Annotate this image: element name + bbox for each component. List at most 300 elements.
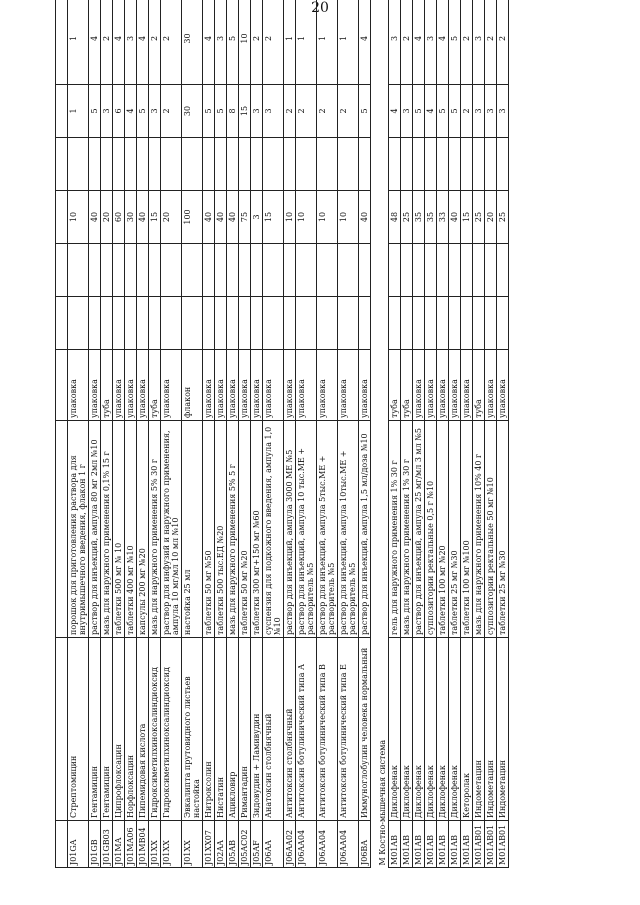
empty-cell [263, 297, 284, 350]
quantity-cell: 3 [101, 85, 113, 138]
empty-cell [389, 138, 401, 191]
drug-name-cell: Индометацин [473, 638, 485, 821]
quantity-cell: 3 [473, 85, 485, 138]
quantity-cell: 35 [413, 191, 425, 244]
quantity-cell: 30 [182, 85, 203, 138]
dosage-form-cell: мазь для наружного применения 0,1% 15 г [101, 421, 113, 638]
empty-cell [317, 244, 338, 297]
quantity-cell: 10 [338, 191, 359, 244]
quantity-cell: 3 [263, 85, 284, 138]
quantity-cell: 4 [137, 0, 149, 85]
empty-cell [401, 138, 413, 191]
quantity-cell [56, 191, 68, 244]
quantity-cell: 10 [296, 191, 317, 244]
empty-cell [473, 297, 485, 350]
dosage-form-cell: таблетки 400 мг №10 [125, 421, 137, 638]
table-row [497, 0, 509, 868]
drug-name-cell: Антитоксин ботулинический типа А [296, 638, 317, 821]
quantity-cell: 40 [203, 191, 215, 244]
quantity-cell: 5 [89, 85, 101, 138]
quantity-cell: 20 [101, 191, 113, 244]
table-row [425, 0, 437, 868]
empty-cell [227, 244, 239, 297]
table-row [401, 0, 413, 868]
quantity-cell: 1 [296, 0, 317, 85]
quantity-cell [56, 85, 68, 138]
unit-cell: флакон [182, 350, 203, 421]
dosage-form-cell: мазь для наружного применения 5% 5 г [227, 421, 239, 638]
drug-name-cell: Антитоксин столбнячный [284, 638, 296, 821]
quantity-cell: 40 [215, 191, 227, 244]
drug-code-cell: J01MA06 [125, 821, 137, 868]
rotated-page-content [55, 33, 620, 868]
dosage-form-cell: мазь для наружного применения 5% 30 г [149, 421, 161, 638]
drug-code-cell: M01AB [389, 821, 401, 868]
quantity-cell: 25 [497, 191, 509, 244]
empty-cell [203, 244, 215, 297]
quantity-cell: 2 [263, 0, 284, 85]
empty-cell [401, 297, 413, 350]
quantity-cell: 2 [251, 0, 263, 85]
rotated-table-container [55, 33, 620, 868]
drug-name-cell: Индометацин [485, 638, 497, 821]
quantity-cell: 15 [461, 191, 473, 244]
drug-name-cell: Гентамицин [101, 638, 113, 821]
drug-code-cell: M01AB [425, 821, 437, 868]
drug-code-cell [56, 821, 68, 868]
drug-name-cell [56, 638, 68, 821]
quantity-cell: 3 [149, 85, 161, 138]
empty-cell [251, 138, 263, 191]
table-row [125, 0, 137, 868]
empty-cell [203, 297, 215, 350]
quantity-cell: 2 [161, 0, 182, 85]
quantity-cell: 2 [101, 0, 113, 85]
empty-cell [497, 244, 509, 297]
unit-cell: упаковка [251, 350, 263, 421]
dosage-form-cell: раствор для инъекций, ампула 1,5 мл/доза №10 [359, 421, 371, 638]
drug-code-cell: J06AA [263, 821, 284, 868]
quantity-cell: 40 [137, 191, 149, 244]
table-row [359, 0, 371, 868]
drug-name-cell: Антитоксин ботулинический типа В [317, 638, 338, 821]
empty-cell [449, 297, 461, 350]
drug-code-cell: M01AB01 [473, 821, 485, 868]
empty-cell [425, 244, 437, 297]
unit-cell: упаковка [161, 350, 182, 421]
unit-cell: упаковка [497, 350, 509, 421]
quantity-cell: 5 [203, 85, 215, 138]
empty-cell [425, 297, 437, 350]
table-row [389, 0, 401, 868]
section-heading-row [371, 0, 389, 868]
empty-cell [413, 297, 425, 350]
empty-cell [251, 244, 263, 297]
quantity-cell: 30 [125, 191, 137, 244]
empty-cell [461, 138, 473, 191]
quantity-cell: 5 [227, 0, 239, 85]
drug-name-cell: Зидовудин + Ламивудин [251, 638, 263, 821]
quantity-cell: 2 [461, 85, 473, 138]
drug-code-cell: M01AB [437, 821, 449, 868]
drug-name-cell: Римантадин [239, 638, 251, 821]
empty-cell [227, 138, 239, 191]
table-row [182, 0, 203, 868]
drug-code-cell: J06AA04 [317, 821, 338, 868]
empty-cell [113, 297, 125, 350]
dosage-form-cell: таблетки 50 мг №20 [239, 421, 251, 638]
quantity-cell: 3 [473, 0, 485, 85]
empty-cell [263, 138, 284, 191]
quantity-cell: 3 [251, 85, 263, 138]
empty-cell [215, 138, 227, 191]
unit-cell: упаковка [317, 350, 338, 421]
unit-cell: упаковка [485, 350, 497, 421]
quantity-cell: 48 [389, 191, 401, 244]
dosage-form-cell: таблетки 25 мг №30 [449, 421, 461, 638]
empty-cell [263, 244, 284, 297]
table-row [56, 0, 68, 868]
table-row [137, 0, 149, 868]
dosage-form-cell: таблетки 100 мг №100 [461, 421, 473, 638]
page-number: 20 [311, 0, 329, 16]
quantity-cell: 3 [425, 0, 437, 85]
drug-code-cell: J02AA [215, 821, 227, 868]
empty-cell [338, 138, 359, 191]
quantity-cell: 3 [215, 0, 227, 85]
quantity-cell: 5 [449, 85, 461, 138]
empty-cell [317, 138, 338, 191]
unit-cell: упаковка [137, 350, 149, 421]
drug-code-cell: M01AB [449, 821, 461, 868]
empty-cell [461, 297, 473, 350]
dosage-form-cell: таблетки 500 мг № 10 [113, 421, 125, 638]
table-row [317, 0, 338, 868]
quantity-cell: 3 [125, 0, 137, 85]
table-row [89, 0, 101, 868]
empty-cell [425, 138, 437, 191]
drug-name-cell: Норфлоксацин [125, 638, 137, 821]
table-row [251, 0, 263, 868]
empty-cell [113, 138, 125, 191]
dosage-form-cell: раствор для инфузий и наружного применения, ампула 10 мг/мл 10 мл №10 [161, 421, 182, 638]
empty-cell [389, 297, 401, 350]
dosage-form-cell: раствор для инъекций, ампула 3000 МЕ №5 [284, 421, 296, 638]
drug-name-cell: Анатоксин столбнячный [263, 638, 284, 821]
table-row [239, 0, 251, 868]
dosage-form-cell: таблетки 500 тыс.ЕД №20 [215, 421, 227, 638]
quantity-cell: 10 [68, 191, 89, 244]
drug-name-cell: Гентамицин [89, 638, 101, 821]
empty-cell [473, 244, 485, 297]
empty-cell [125, 138, 137, 191]
drug-code-cell: J05AB [227, 821, 239, 868]
table-row [149, 0, 161, 868]
quantity-cell: 4 [125, 85, 137, 138]
quantity-cell: 10 [239, 0, 251, 85]
quantity-cell: 4 [437, 0, 449, 85]
quantity-cell: 25 [473, 191, 485, 244]
unit-cell: упаковка [338, 350, 359, 421]
empty-cell [284, 244, 296, 297]
dosage-form-cell: раствор для инъекций, ампула 80 мг 2мл №10 [89, 421, 101, 638]
table-row [449, 0, 461, 868]
unit-cell: упаковка [203, 350, 215, 421]
unit-cell: упаковка [296, 350, 317, 421]
unit-cell: туба [401, 350, 413, 421]
drug-code-cell: J01MB04 [137, 821, 149, 868]
empty-cell [284, 138, 296, 191]
quantity-cell: 2 [497, 0, 509, 85]
empty-cell [239, 244, 251, 297]
unit-cell: упаковка [359, 350, 371, 421]
table-row [101, 0, 113, 868]
drug-name-cell: Ацикловир [227, 638, 239, 821]
empty-cell [149, 297, 161, 350]
quantity-cell: 20 [485, 191, 497, 244]
section-heading: M Костно-мышечная система [371, 0, 389, 868]
quantity-cell: 5 [137, 85, 149, 138]
drug-code-cell: J01MA [113, 821, 125, 868]
unit-cell: упаковка [113, 350, 125, 421]
empty-cell [338, 297, 359, 350]
empty-cell [338, 244, 359, 297]
drug-code-cell: M01AB [413, 821, 425, 868]
empty-cell [485, 138, 497, 191]
quantity-cell: 30 [182, 0, 203, 85]
table-row [215, 0, 227, 868]
quantity-cell: 35 [425, 191, 437, 244]
dosage-form-cell: мазь для наружного применения 1% 30 г [401, 421, 413, 638]
quantity-cell: 2 [401, 0, 413, 85]
quantity-cell: 2 [296, 85, 317, 138]
empty-cell [359, 138, 371, 191]
drug-code-cell: J01GA [68, 821, 89, 868]
drug-name-cell: Индометацин [497, 638, 509, 821]
empty-cell [161, 138, 182, 191]
drug-code-cell: J01XX [182, 821, 203, 868]
quantity-cell: 33 [437, 191, 449, 244]
quantity-cell: 2 [161, 85, 182, 138]
quantity-cell: 4 [113, 0, 125, 85]
quantity-cell: 15 [263, 191, 284, 244]
drug-code-cell: M01AB01 [485, 821, 497, 868]
empty-cell [251, 297, 263, 350]
quantity-cell: 1 [68, 0, 89, 85]
unit-cell: упаковка [227, 350, 239, 421]
quantity-cell: 1 [284, 0, 296, 85]
quantity-cell: 25 [401, 191, 413, 244]
dosage-form-cell: таблетки 25 мг №30 [497, 421, 509, 638]
quantity-cell: 2 [338, 85, 359, 138]
empty-cell [413, 244, 425, 297]
empty-cell [461, 244, 473, 297]
drug-name-cell: Диклофенак [401, 638, 413, 821]
unit-cell: туба [149, 350, 161, 421]
quantity-cell: 5 [449, 0, 461, 85]
unit-cell: туба [389, 350, 401, 421]
table-row [413, 0, 425, 868]
drug-code-cell: M01AB01 [497, 821, 509, 868]
empty-cell [437, 244, 449, 297]
drug-code-cell: J05AF [251, 821, 263, 868]
empty-cell [485, 297, 497, 350]
quantity-cell: 3 [251, 191, 263, 244]
drug-name-cell: Пипемидовая кислота [137, 638, 149, 821]
table-row [461, 0, 473, 868]
unit-cell: упаковка [125, 350, 137, 421]
quantity-cell: 8 [227, 85, 239, 138]
empty-cell [137, 138, 149, 191]
empty-cell [56, 244, 68, 297]
table-row [227, 0, 239, 868]
table-row [338, 0, 359, 868]
drug-name-cell: Диклофенак [413, 638, 425, 821]
quantity-cell: 1 [317, 0, 338, 85]
drug-table [55, 0, 509, 868]
empty-cell [359, 244, 371, 297]
table-row [68, 0, 89, 868]
drug-code-cell: J06BA [359, 821, 371, 868]
unit-cell [56, 350, 68, 421]
empty-cell [89, 297, 101, 350]
empty-cell [68, 138, 89, 191]
drug-name-cell: Антитоксин ботулинический типа Е [338, 638, 359, 821]
empty-cell [101, 138, 113, 191]
drug-code-cell: J01GB03 [101, 821, 113, 868]
drug-code-cell: J01XX07 [203, 821, 215, 868]
empty-cell [296, 138, 317, 191]
unit-cell: упаковка [437, 350, 449, 421]
unit-cell: туба [101, 350, 113, 421]
unit-cell: упаковка [461, 350, 473, 421]
dosage-form-cell: таблетки 50 мг №50 [203, 421, 215, 638]
drug-name-cell: Гидроксиметилхиноксалиндиоксид [149, 638, 161, 821]
quantity-cell: 2 [149, 0, 161, 85]
dosage-form-cell: раствор для инъекций, ампула 5тыс.МЕ + растворитель №5 [317, 421, 338, 638]
empty-cell [389, 244, 401, 297]
empty-cell [89, 138, 101, 191]
empty-cell [284, 297, 296, 350]
unit-cell: упаковка [425, 350, 437, 421]
unit-cell: упаковка [413, 350, 425, 421]
empty-cell [239, 297, 251, 350]
quantity-cell: 10 [317, 191, 338, 244]
quantity-cell: 4 [203, 0, 215, 85]
quantity-cell: 40 [89, 191, 101, 244]
table-row [203, 0, 215, 868]
empty-cell [149, 138, 161, 191]
drug-code-cell: J01XX [161, 821, 182, 868]
quantity-cell: 5 [359, 85, 371, 138]
dosage-form-cell: раствор для инъекций, ампула 10тыс.МЕ + растворитель №5 [338, 421, 359, 638]
empty-cell [182, 244, 203, 297]
empty-cell [125, 297, 137, 350]
empty-cell [227, 297, 239, 350]
empty-cell [203, 138, 215, 191]
empty-cell [449, 244, 461, 297]
quantity-cell: 1 [68, 85, 89, 138]
drug-name-cell: Нитроксолин [203, 638, 215, 821]
quantity-cell: 40 [449, 191, 461, 244]
quantity-cell [56, 0, 68, 85]
empty-cell [89, 244, 101, 297]
empty-cell [161, 297, 182, 350]
empty-cell [239, 138, 251, 191]
dosage-form-cell: порошок для приготовления раствора для внутримышечного введения, флакон 1 г [68, 421, 89, 638]
empty-cell [56, 138, 68, 191]
table-row [437, 0, 449, 868]
dosage-form-cell: гель для наружного применения 1% 30 г [389, 421, 401, 638]
empty-cell [101, 297, 113, 350]
empty-cell [473, 138, 485, 191]
quantity-cell: 40 [227, 191, 239, 244]
drug-name-cell: Кеторолак [461, 638, 473, 821]
drug-code-cell: J06AA04 [338, 821, 359, 868]
quantity-cell: 20 [161, 191, 182, 244]
quantity-cell: 2 [461, 0, 473, 85]
drug-name-cell: Гидроксиметилхиноксалиндиоксид [161, 638, 182, 821]
quantity-cell: 5 [215, 85, 227, 138]
quantity-cell: 2 [485, 0, 497, 85]
empty-cell [125, 244, 137, 297]
empty-cell [296, 297, 317, 350]
dosage-form-cell: таблетки 100 мг №20 [437, 421, 449, 638]
quantity-cell: 3 [497, 85, 509, 138]
drug-code-cell: J01GB [89, 821, 101, 868]
drug-code-cell: J01XX [149, 821, 161, 868]
drug-code-cell: J06AA02 [284, 821, 296, 868]
empty-cell [437, 138, 449, 191]
quantity-cell: 4 [359, 0, 371, 85]
quantity-cell: 5 [437, 85, 449, 138]
empty-cell [182, 138, 203, 191]
quantity-cell: 15 [239, 85, 251, 138]
table-row [113, 0, 125, 868]
quantity-cell: 15 [149, 191, 161, 244]
empty-cell [296, 244, 317, 297]
table-row [284, 0, 296, 868]
empty-cell [182, 297, 203, 350]
quantity-cell: 6 [113, 85, 125, 138]
empty-cell [101, 244, 113, 297]
drug-code-cell: J05AC02 [239, 821, 251, 868]
empty-cell [161, 244, 182, 297]
dosage-form-cell [56, 421, 68, 638]
drug-code-cell: M01AB [461, 821, 473, 868]
drug-name-cell: Диклофенак [389, 638, 401, 821]
unit-cell: упаковка [263, 350, 284, 421]
unit-cell: упаковка [89, 350, 101, 421]
empty-cell [56, 297, 68, 350]
quantity-cell: 3 [389, 0, 401, 85]
dosage-form-cell: мазь для наружного применения 10% 40 г [473, 421, 485, 638]
empty-cell [137, 244, 149, 297]
empty-cell [401, 244, 413, 297]
empty-cell [215, 244, 227, 297]
empty-cell [437, 297, 449, 350]
quantity-cell: 4 [413, 0, 425, 85]
table-row [485, 0, 497, 868]
quantity-cell: 1 [338, 0, 359, 85]
dosage-form-cell: суспензия для подкожного введения, ампула 1,0 №10 [263, 421, 284, 638]
dosage-form-cell: капсулы 200 мг №20 [137, 421, 149, 638]
unit-cell: упаковка [68, 350, 89, 421]
quantity-cell: 5 [413, 85, 425, 138]
unit-cell: упаковка [239, 350, 251, 421]
dosage-form-cell: таблетки 300 мг+150 мг №60 [251, 421, 263, 638]
empty-cell [149, 244, 161, 297]
